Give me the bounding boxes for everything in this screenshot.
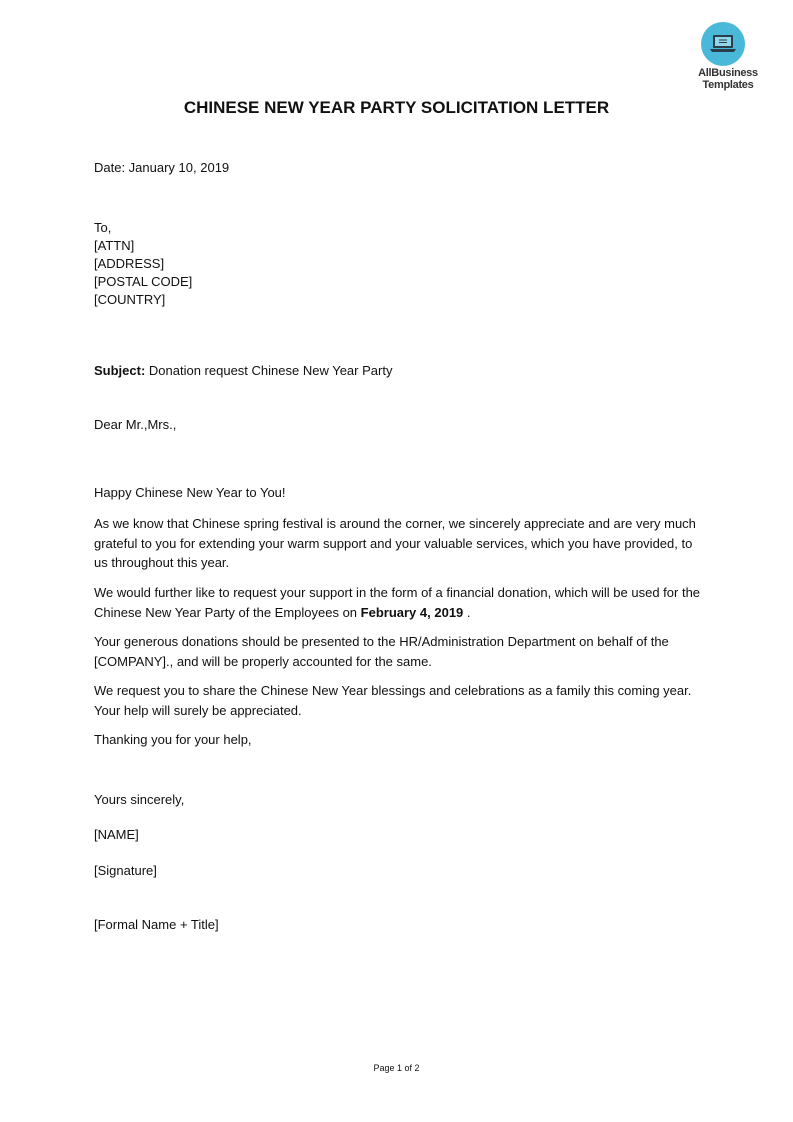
laptop-icon: [701, 22, 745, 66]
party-date: February 4, 2019: [360, 604, 464, 620]
logo-line-2: Templates: [702, 79, 754, 91]
paragraph-3: Your generous donations should be presented to the HR/Administration Department on behalf of the [COMPANY]., and will be properly accounted for the same.: [94, 634, 669, 669]
paragraph-2-end: .: [463, 604, 471, 620]
logo-line-1: AllBusiness: [698, 67, 758, 79]
closing: Yours sincerely,: [94, 792, 185, 807]
paragraph-4: We request you to share the Chinese New Year blessings and celebrations as a family this coming year. Your help will surely be appreciated.: [94, 683, 692, 718]
address-country: [COUNTRY]: [94, 292, 166, 307]
greeting: Happy Chinese New Year to You!: [94, 485, 286, 500]
sender-name: [NAME]: [94, 827, 139, 842]
paragraph-2: [94, 583, 704, 622]
letter-date: Date: January 10, 2019: [94, 160, 230, 175]
paragraph-2-text: We would further like to request your support in the form of a financial donation, which will be used for the Chinese New Year Party of the Employees on: [94, 585, 701, 620]
formal-name-title: [Formal Name + Title]: [94, 917, 219, 932]
address-to: To,: [94, 220, 112, 235]
address-street: [ADDRESS]: [94, 256, 165, 271]
paragraph-1: As we know that Chinese spring festival is around the corner, we sincerely appreciate and are very much grateful to you for extending your warm support and your valuable services, which you have provided, to us throughout this year.: [94, 516, 696, 570]
thanks-line: Thanking you for your help,: [94, 732, 252, 747]
page-title: CHINESE NEW YEAR PARTY SOLICITATION LETTER: [183, 98, 610, 117]
page-number: Page 1 of 2: [373, 1063, 420, 1073]
subject-text: Donation request Chinese New Year Party: [145, 363, 393, 378]
subject-label: Subject:: [94, 363, 146, 378]
salutation: Dear Mr.,Mrs.,: [94, 417, 177, 432]
logo-text: [690, 67, 766, 91]
logo-badge: [701, 22, 745, 66]
subject-line: [94, 362, 392, 380]
signature: [Signature]: [94, 863, 157, 878]
address-attn: [ATTN]: [94, 238, 135, 253]
address-postal-code: [POSTAL CODE]: [94, 274, 193, 289]
allbusiness-templates-logo: [690, 22, 766, 96]
